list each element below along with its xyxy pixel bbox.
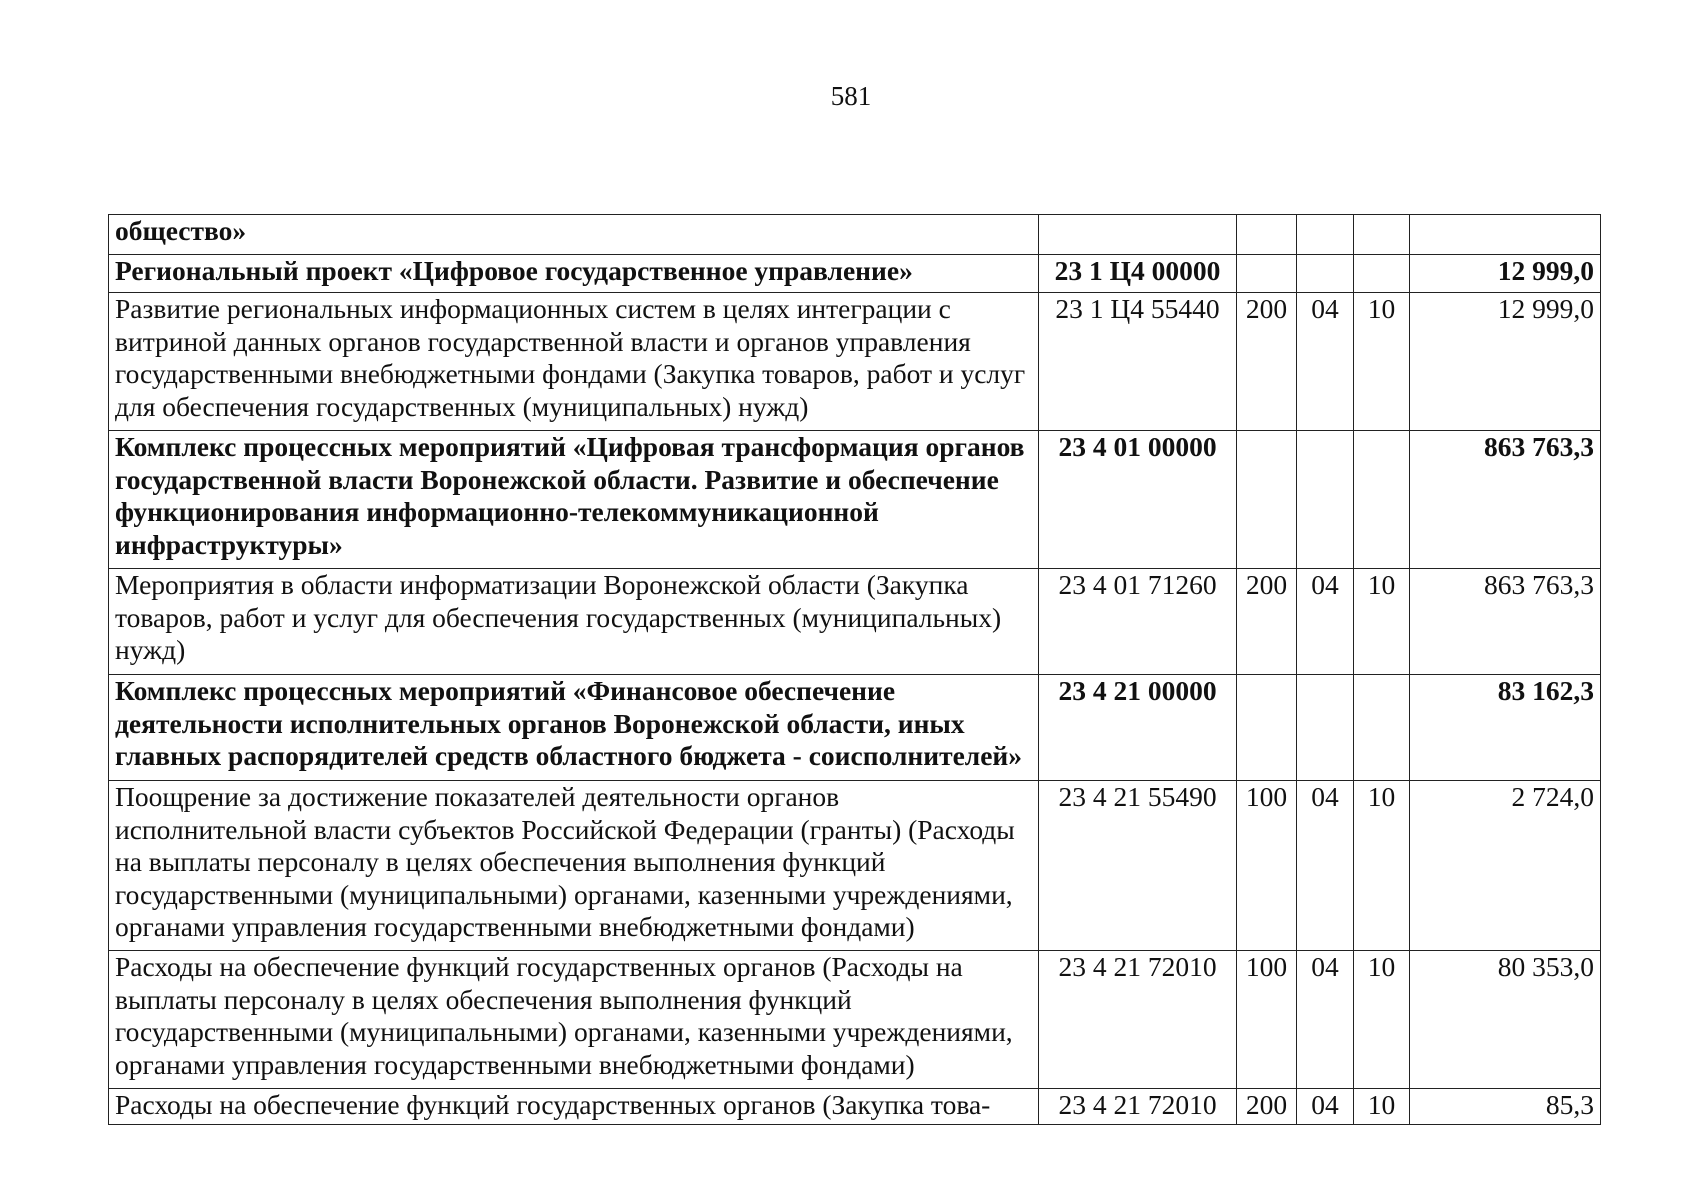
row-subsection: 10 (1354, 781, 1410, 951)
table-row (109, 255, 1601, 293)
row-name: Комплекс процессных мероприятий «Финансовое обеспечение деятельности исполнительных органов Воронежской области, иных главных распорядителей средств областного бюджета - соисполнителей» (109, 675, 1039, 781)
row-expense-type: 100 (1237, 951, 1297, 1089)
row-section: 04 (1297, 293, 1354, 431)
budget-table (108, 214, 1601, 1125)
row-expense-type (1237, 675, 1297, 781)
row-code: 23 1 Ц4 00000 (1039, 255, 1237, 293)
table-row (109, 951, 1601, 1089)
row-section (1297, 215, 1354, 255)
row-subsection: 10 (1354, 293, 1410, 431)
row-code: 23 4 01 00000 (1039, 431, 1237, 569)
row-amount: 12 999,0 (1410, 255, 1601, 293)
row-name: Развитие региональных информационных систем в целях интеграции с витриной данных органов государственной власти и органов управления государственными внебюджетными фондами (Закупка товаров, работ и услуг для обеспечения государственных (муниципальных) нужд) (109, 293, 1039, 431)
table-row (109, 1089, 1601, 1125)
row-section: 04 (1297, 781, 1354, 951)
row-expense-type (1237, 255, 1297, 293)
row-name: Региональный проект «Цифровое государственное управление» (109, 255, 1039, 293)
row-section: 04 (1297, 569, 1354, 675)
row-section: 04 (1297, 951, 1354, 1089)
row-amount: 863 763,3 (1410, 431, 1601, 569)
row-amount: 2 724,0 (1410, 781, 1601, 951)
row-name: Расходы на обеспечение функций государственных органов (Закупка това- (109, 1089, 1039, 1125)
row-code: 23 4 21 55490 (1039, 781, 1237, 951)
table-row (109, 569, 1601, 675)
row-amount (1410, 215, 1601, 255)
row-subsection (1354, 431, 1410, 569)
row-expense-type: 200 (1237, 293, 1297, 431)
row-code: 23 1 Ц4 55440 (1039, 293, 1237, 431)
row-subsection (1354, 675, 1410, 781)
table-row (109, 293, 1601, 431)
row-code: 23 4 01 71260 (1039, 569, 1237, 675)
table-row (109, 781, 1601, 951)
page-number: 581 (830, 81, 872, 111)
row-name: Мероприятия в области информатизации Воронежской области (Закупка товаров, работ и услуг для обеспечения государственных (муниципальных) нужд) (109, 569, 1039, 675)
table-row (109, 675, 1601, 781)
row-subsection: 10 (1354, 951, 1410, 1089)
row-expense-type: 100 (1237, 781, 1297, 951)
row-subsection: 10 (1354, 1089, 1410, 1125)
row-code (1039, 215, 1237, 255)
row-expense-type (1237, 431, 1297, 569)
row-subsection (1354, 215, 1410, 255)
row-amount: 85,3 (1410, 1089, 1601, 1125)
row-amount: 12 999,0 (1410, 293, 1601, 431)
row-code: 23 4 21 72010 (1039, 1089, 1237, 1125)
row-name: Комплекс процессных мероприятий «Цифровая трансформация органов государственной власти Воронежской области. Развитие и обеспечение функционирования информационно-телекоммуникационной инфраструктуры» (109, 431, 1039, 569)
row-name: Поощрение за достижение показателей деятельности органов исполнительной власти субъектов Российской Федерации (гранты) (Расходы на выплаты персоналу в целях обеспечения выполнения функций государственными (муниципальными) органами, казенными учреждениями, органами управления государственными внебюджетными фондами) (109, 781, 1039, 951)
row-code: 23 4 21 72010 (1039, 951, 1237, 1089)
row-name: Расходы на обеспечение функций государственных органов (Расходы на выплаты персоналу в целях обеспечения выполнения функций государственными (муниципальными) органами, казенными учреждениями, органами управления государственными внебюджетными фондами) (109, 951, 1039, 1089)
row-section: 04 (1297, 1089, 1354, 1125)
row-section (1297, 431, 1354, 569)
row-expense-type: 200 (1237, 1089, 1297, 1125)
table-row (109, 215, 1601, 255)
row-amount: 80 353,0 (1410, 951, 1601, 1089)
row-expense-type: 200 (1237, 569, 1297, 675)
table-row (109, 431, 1601, 569)
row-subsection (1354, 255, 1410, 293)
row-amount: 863 763,3 (1410, 569, 1601, 675)
row-section (1297, 675, 1354, 781)
row-amount: 83 162,3 (1410, 675, 1601, 781)
row-code: 23 4 21 00000 (1039, 675, 1237, 781)
row-name: общество» (109, 215, 1039, 255)
row-subsection: 10 (1354, 569, 1410, 675)
row-section (1297, 255, 1354, 293)
row-expense-type (1237, 215, 1297, 255)
